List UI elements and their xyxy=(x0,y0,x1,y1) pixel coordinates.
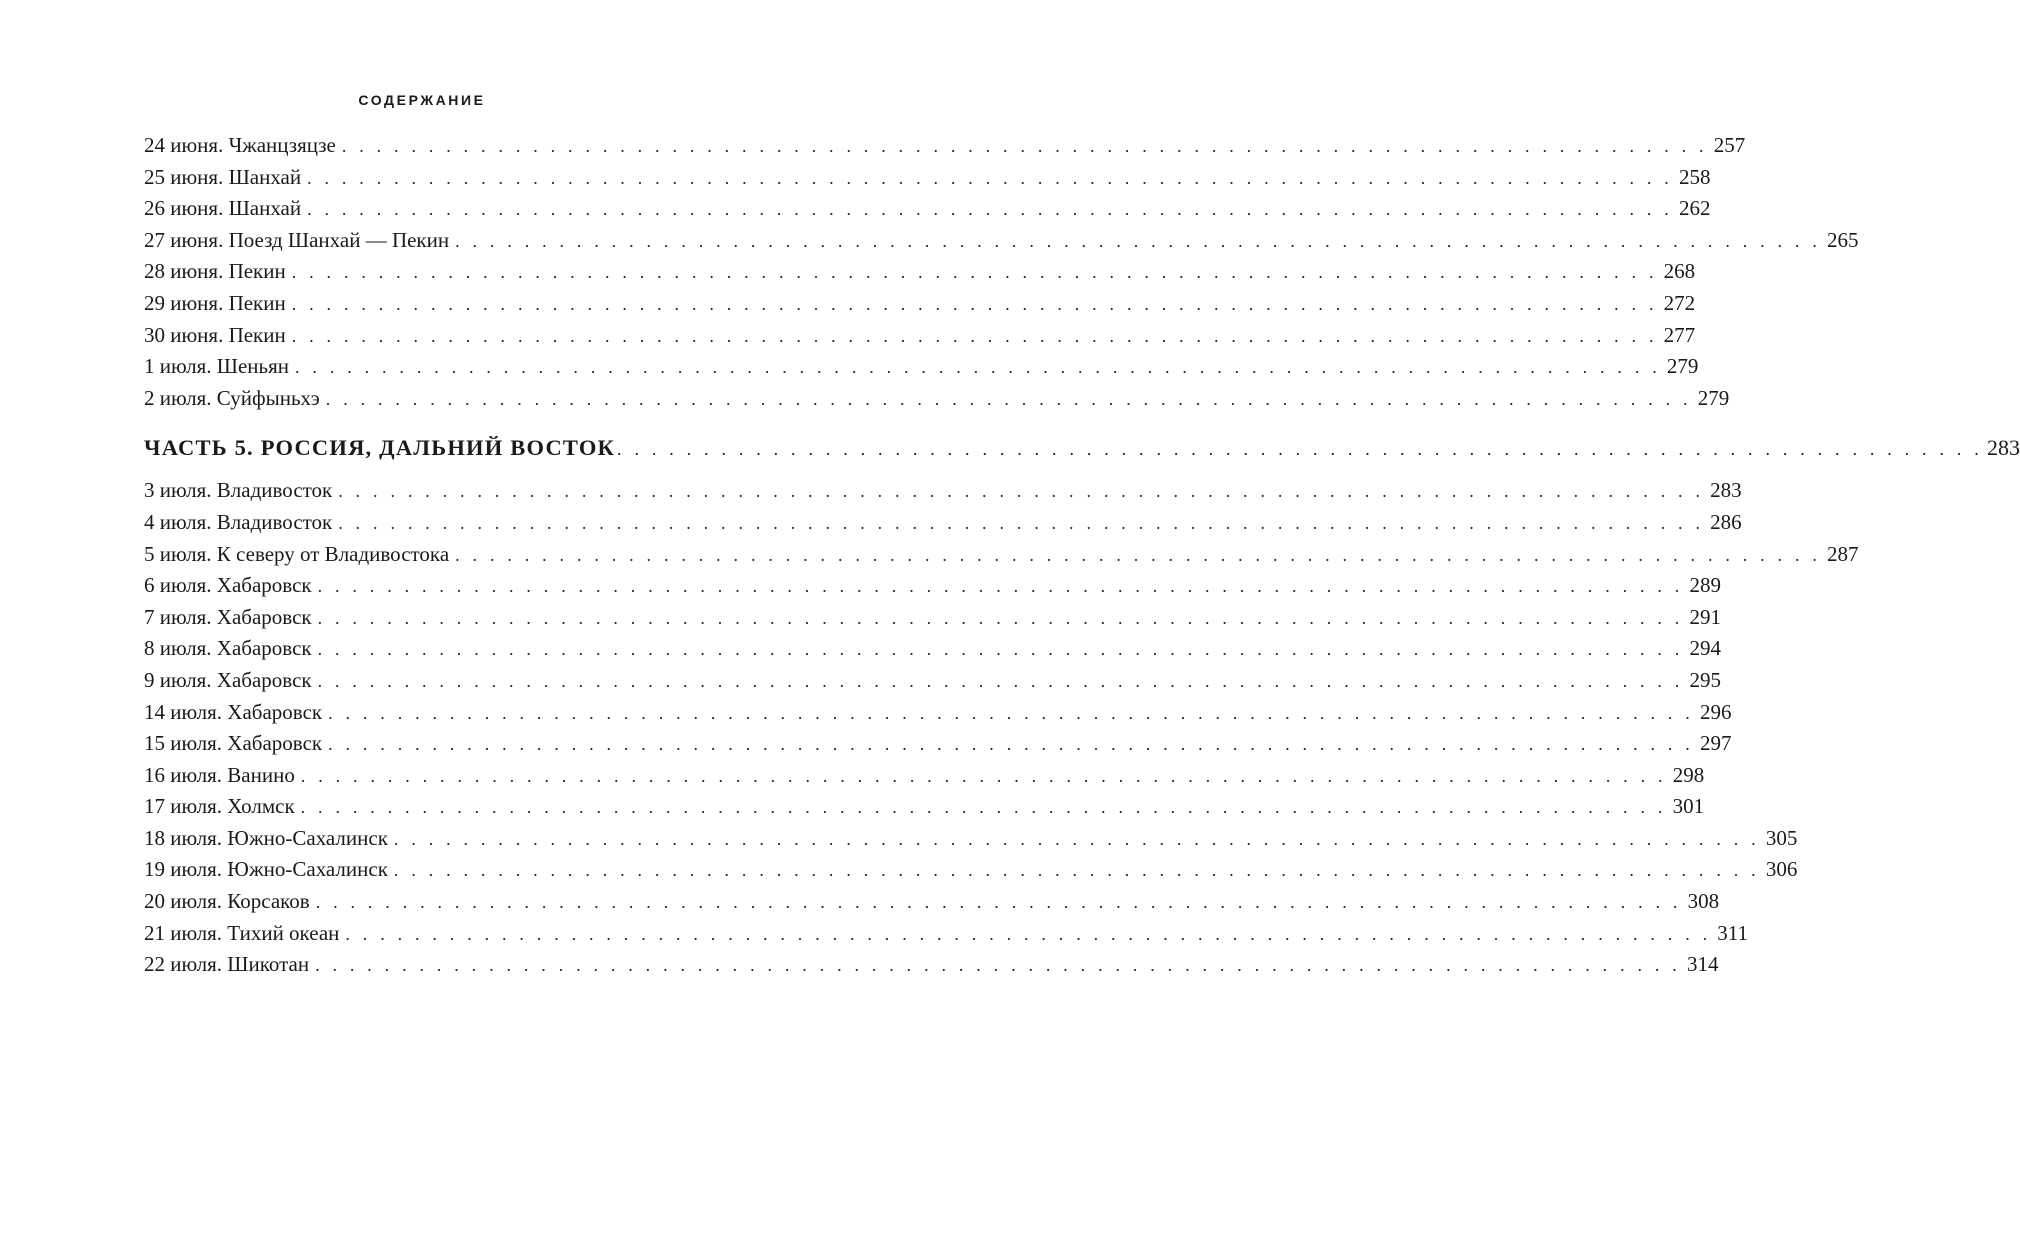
dot-leader: . . . . . . . . . . . . . . . . . . . . . . . . . . . . . . . . . . . . . . . . . . . . . . . . . . . . . . . . . . . . . . . . . . . . . . . . . . . . . . . xyxy=(345,923,1712,944)
dot-leader: . . . . . . . . . . . . . . . . . . . . . . . . . . . . . . . . . . . . . . . . . . . . . . . . . . . . . . . . . . . . . . . . . . . . . . . . . . . . . . . xyxy=(307,167,1674,188)
dot-leader: . . . . . . . . . . . . . . . . . . . . . . . . . . . . . . . . . . . . . . . . . . . . . . . . . . . . . . . . . . . . . . . . . . . . . . . . . . . . . . . xyxy=(393,828,1760,849)
dot-leader: . . . . . . . . . . . . . . . . . . . . . . . . . . . . . . . . . . . . . . . . . . . . . . . . . . . . . . . . . . . . . . . . . . . . . . . . . . . . . . . xyxy=(325,388,1692,409)
toc-entry-title: 15 июля. Хабаровск xyxy=(144,731,323,756)
toc-entry[interactable] xyxy=(144,697,1732,729)
dot-leader: . . . . . . . . . . . . . . . . . . . . . . . . . . . . . . . . . . . . . . . . . . . . . . . . . . . . . . . . . . . . . . . . . . . . . . . . . . . . . . . xyxy=(328,734,1695,755)
toc-entry-page-number: 297 xyxy=(1700,731,1732,756)
toc-entry-page-number: 308 xyxy=(1687,889,1720,914)
toc-entries-before xyxy=(144,130,1859,414)
toc-entry-title: 20 июля. Корсаков xyxy=(144,889,310,914)
toc-entry[interactable] xyxy=(144,225,1859,257)
dot-leader: . . . . . . . . . . . . . . . . . . . . . . . . . . . . . . . . . . . . . . . . . . . . . . . . . . . . . . . . . . . . . . . . . . . . . . . . . . . . . . . xyxy=(291,262,1658,283)
toc-entry-title: 30 июня. Пекин xyxy=(144,322,286,347)
toc-entry[interactable] xyxy=(144,854,1798,886)
dot-leader: . . . . . . . . . . . . . . . . . . . . . . . . . . . . . . . . . . . . . . . . . . . . . . . . . . . . . . . . . . . . . . . . . . . . . . . . . . . . . . . xyxy=(455,544,1822,565)
toc-entry-page-number: 314 xyxy=(1686,952,1719,977)
toc-entry-title: 28 июня. Пекин xyxy=(144,259,286,284)
toc-entry[interactable] xyxy=(144,288,1696,320)
toc-entry[interactable] xyxy=(144,602,1722,634)
toc-entry[interactable] xyxy=(144,320,1696,352)
toc-entry-title: 18 июля. Южно-Сахалинск xyxy=(144,825,388,850)
toc-entry-title: 6 июля. Хабаровск xyxy=(144,573,312,598)
toc-entry-title: 29 июня. Пекин xyxy=(144,290,286,315)
toc-entry[interactable] xyxy=(144,633,1722,665)
toc-entry[interactable] xyxy=(144,383,1730,415)
dot-leader: . . . . . . . . . . . . . . . . . . . . . . . . . . . . . . . . . . . . . . . . . . . . . . . . . . . . . . . . . . . . . . . . . . . . . . . . . . . . . . . xyxy=(317,607,1684,628)
toc-entry[interactable] xyxy=(144,162,1711,194)
toc-entry-page-number: 257 xyxy=(1713,133,1746,157)
toc-entry[interactable] xyxy=(144,665,1722,697)
toc-entry-title: 25 июня. Шанхай xyxy=(144,164,302,189)
dot-leader: . . . . . . . . . . . . . . . . . . . . . . . . . . . . . . . . . . . . . . . . . . . . . . . . . . . . . . . . . . . . . . . . . . . . . . . . . . . . . . . xyxy=(315,892,1682,913)
toc-entry-page-number: 311 xyxy=(1717,920,1749,945)
toc-entry-title: 7 июля. Хабаровск xyxy=(144,604,312,629)
toc-entry-page-number: 279 xyxy=(1666,354,1699,379)
toc-entry-page-number: 301 xyxy=(1672,794,1705,819)
toc-entry[interactable] xyxy=(144,130,1746,162)
toc-entry-title: 14 июля. Хабаровск xyxy=(144,699,323,724)
toc-entry-title: 2 июля. Суйфыньхэ xyxy=(144,385,320,410)
toc-entry-page-number: 295 xyxy=(1689,667,1722,692)
dot-leader: . . . . . . . . . . . . . . . . . . . . . . . . . . . . . . . . . . . . . . . . . . . . . . . . . . . . . . . . . . . . . . . . . . . . . . . . . . . . . . . xyxy=(317,670,1684,691)
toc-entry-page-number: 296 xyxy=(1700,699,1732,724)
toc-entry[interactable] xyxy=(144,823,1798,855)
dot-leader: . . . . . . . . . . . . . . . . . . . . . . . . . . . . . . . . . . . . . . . . . . . . . . . . . . . . . . . . . . . . . . . . . . . . . . . . . . . . . . . xyxy=(307,199,1674,220)
toc-entry-page-number: 283 xyxy=(1710,478,1742,503)
toc-entry-title: 22 июля. Шикотан xyxy=(144,952,310,977)
dot-leader: . . . . . . . . . . . . . . . . . . . . . . . . . . . . . . . . . . . . . . . . . . . . . . . . . . . . . . . . . . . . . . . . . . . . . . . . . . . . . . . xyxy=(341,136,1708,156)
dot-leader: . . . . . . . . . . . . . . . . . . . . . . . . . . . . . . . . . . . . . . . . . . . . . . . . . . . . . . . . . . . . . . . . . . . . . . . . . . . . . . . xyxy=(291,293,1658,314)
dot-leader: . . . . . . . . . . . . . . . . . . . . . . . . . . . . . . . . . . . . . . . . . . . . . . . . . . . . . . . . . . . . . . . . . . . . . . . . . . . . . . . xyxy=(295,357,1661,378)
toc-entry[interactable] xyxy=(144,570,1722,602)
toc-entry-title: 1 июля. Шеньян xyxy=(144,354,290,379)
dot-leader: . . . . . . . . . . . . . . . . . . . . . . . . . . . . . . . . . . . . . . . . . . . . . . . . . . . . . . . . . . . . . . . . . . . . . . . . . . . . . . . xyxy=(300,765,1667,786)
toc-entry-page-number: 294 xyxy=(1689,636,1722,661)
toc-entry-page-number: 286 xyxy=(1710,509,1742,534)
toc-entry-title: 5 июля. К северу от Владивостока xyxy=(144,541,450,566)
toc-entry-title: 17 июля. Холмск xyxy=(144,794,295,819)
toc-entry-title: 26 июня. Шанхай xyxy=(144,196,302,221)
toc-entry-title: 21 июля. Тихий океан xyxy=(144,920,340,945)
toc-entry-title: 24 июня. Чжанцзяцзе xyxy=(144,133,336,157)
toc-entries-after xyxy=(144,475,1859,981)
toc-part-title: ЧАСТЬ 5. РОССИЯ, ДАЛЬНИЙ ВОСТОК xyxy=(144,435,616,461)
toc-entry[interactable] xyxy=(144,918,1749,950)
toc-entry[interactable] xyxy=(144,760,1705,792)
toc-entry[interactable] xyxy=(144,256,1696,288)
dot-leader: . . . . . . . . . . . . . . . . . . . . . . . . . . . . . . . . . . . . . . . . . . . . . . . . . . . . . . . . . . . . . . . . . . . . . . . . . . . . . . . xyxy=(300,797,1667,818)
toc-entry-page-number: 277 xyxy=(1663,322,1696,347)
toc-entry-title: 19 июля. Южно-Сахалинск xyxy=(144,857,388,882)
toc-entry[interactable] xyxy=(144,193,1711,225)
toc-entry-page-number: 298 xyxy=(1672,762,1705,787)
dot-leader: . . . . . . . . . . . . . . . . . . . . . . . . . . . . . . . . . . . . . . . . . . . . . . . . . . . . . . . . . . . . . . . . . . . . . . . . . . . . . . . xyxy=(338,481,1705,502)
toc-entry[interactable] xyxy=(144,475,1742,507)
toc-entry[interactable] xyxy=(144,728,1732,760)
dot-leader: . . . . . . . . . . . . . . . . . . . . . . . . . . . . . . . . . . . . . . . . . . . . . . . . . . . . . . . . . . . . . . . . . . . . . . . . . . . . . . . xyxy=(317,576,1684,597)
toc-entry[interactable] xyxy=(144,507,1742,539)
toc-entry-page-number: 268 xyxy=(1663,259,1696,284)
toc-entry-title: 9 июля. Хабаровск xyxy=(144,667,312,692)
toc-entry[interactable] xyxy=(144,351,1699,383)
toc-entry-title: 4 июля. Владивосток xyxy=(144,509,333,534)
toc-part-page-number: 283 xyxy=(1986,435,2020,461)
toc-part-heading[interactable] xyxy=(144,431,2020,465)
toc-entry-page-number: 287 xyxy=(1827,541,1859,566)
toc-entry[interactable] xyxy=(144,539,1859,571)
dot-leader: . . . . . . . . . . . . . . . . . . . . . . . . . . . . . . . . . . . . . . . . . . . . . . . . . . . . . . . . . . . . . . . . . . . . . . . . . . . . . . . xyxy=(617,439,1983,460)
toc-entry-page-number: 279 xyxy=(1697,385,1730,410)
dot-leader: . . . . . . . . . . . . . . . . . . . . . . . . . . . . . . . . . . . . . . . . . . . . . . . . . . . . . . . . . . . . . . . . . . . . . . . . . . . . . . . xyxy=(291,325,1658,346)
dot-leader: . . . . . . . . . . . . . . . . . . . . . . . . . . . . . . . . . . . . . . . . . . . . . . . . . . . . . . . . . . . . . . . . . . . . . . . . . . . . . . . xyxy=(338,512,1705,533)
dot-leader: . . . . . . . . . . . . . . . . . . . . . . . . . . . . . . . . . . . . . . . . . . . . . . . . . . . . . . . . . . . . . . . . . . . . . . . . . . . . . . . xyxy=(315,955,1681,976)
toc-entry-page-number: 306 xyxy=(1765,857,1798,882)
dot-leader: . . . . . . . . . . . . . . . . . . . . . . . . . . . . . . . . . . . . . . . . . . . . . . . . . . . . . . . . . . . . . . . . . . . . . . . . . . . . . . . xyxy=(317,639,1684,660)
dot-leader: . . . . . . . . . . . . . . . . . . . . . . . . . . . . . . . . . . . . . . . . . . . . . . . . . . . . . . . . . . . . . . . . . . . . . . . . . . . . . . . xyxy=(328,702,1695,723)
running-head: СОДЕРЖАНИЕ xyxy=(358,92,486,108)
toc-entry[interactable] xyxy=(144,949,1719,981)
toc-entry-page-number: 272 xyxy=(1663,290,1696,315)
toc-entry-title: 3 июля. Владивосток xyxy=(144,478,333,503)
table-of-contents xyxy=(144,130,2020,981)
toc-entry-page-number: 305 xyxy=(1765,825,1798,850)
toc-entry-title: 27 июня. Поезд Шанхай — Пекин xyxy=(144,227,450,252)
toc-entry-page-number: 265 xyxy=(1827,227,1859,252)
dot-leader: . . . . . . . . . . . . . . . . . . . . . . . . . . . . . . . . . . . . . . . . . . . . . . . . . . . . . . . . . . . . . . . . . . . . . . . . . . . . . . . xyxy=(455,230,1822,251)
dot-leader: . . . . . . . . . . . . . . . . . . . . . . . . . . . . . . . . . . . . . . . . . . . . . . . . . . . . . . . . . . . . . . . . . . . . . . . . . . . . . . . xyxy=(393,860,1760,881)
toc-entry-page-number: 262 xyxy=(1679,196,1711,221)
toc-entry-page-number: 258 xyxy=(1679,164,1711,189)
toc-entry-page-number: 289 xyxy=(1689,573,1722,598)
toc-entry[interactable] xyxy=(144,886,1720,918)
toc-entry[interactable] xyxy=(144,791,1705,823)
toc-entry-title: 8 июля. Хабаровск xyxy=(144,636,312,661)
toc-entry-page-number: 291 xyxy=(1689,604,1722,629)
toc-entry-title: 16 июля. Ванино xyxy=(144,762,295,787)
